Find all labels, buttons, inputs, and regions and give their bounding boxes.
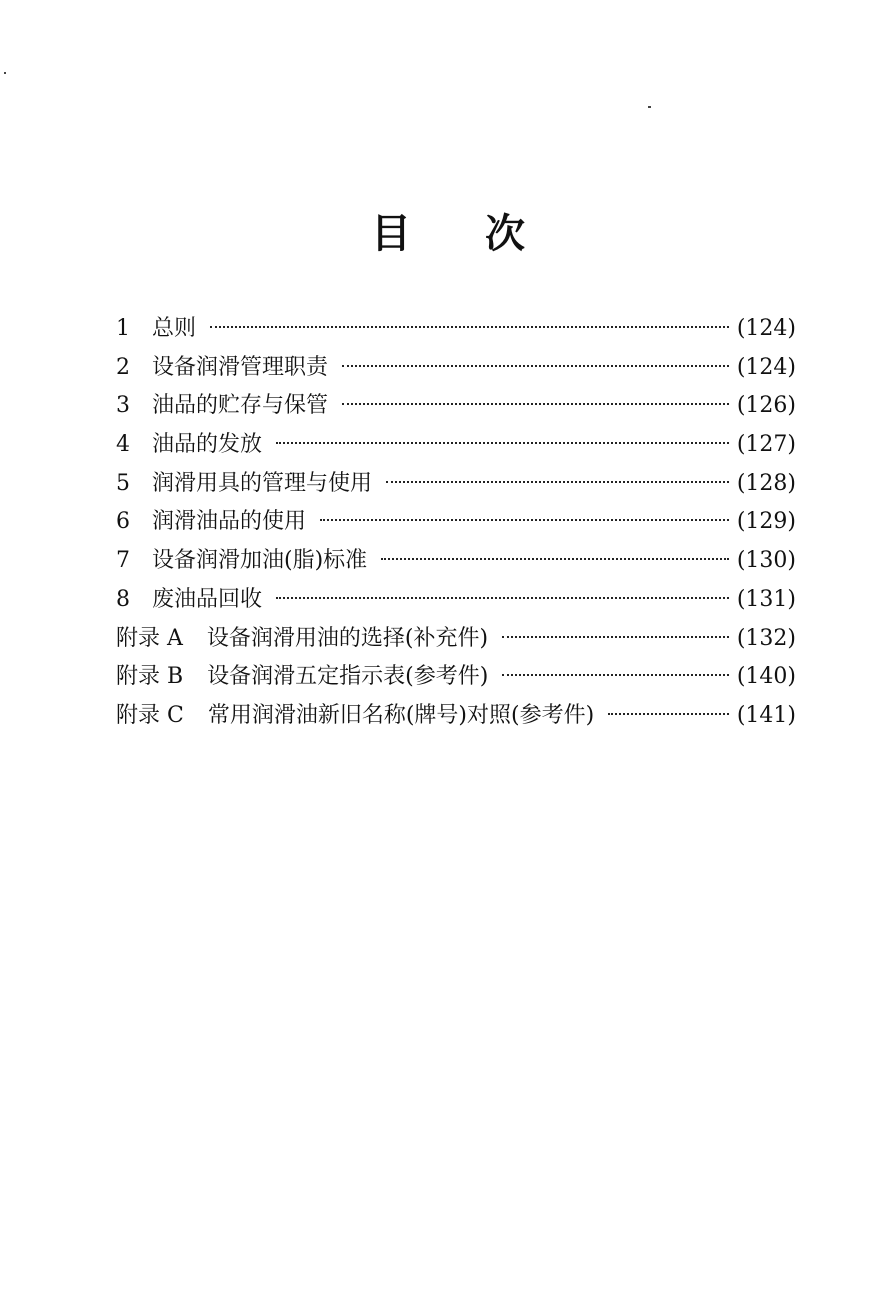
toc-entry-number: 6 (116, 509, 130, 535)
toc-entry-page: (130) (736, 548, 796, 574)
dot-leader (210, 326, 729, 328)
toc-entry-page: (124) (736, 354, 796, 380)
toc-entry-label: 润滑油品的使用 (152, 509, 307, 535)
toc-entry-2[interactable] (116, 349, 796, 388)
dot-leader (502, 674, 728, 676)
toc-entry-3[interactable] (116, 387, 796, 426)
toc-entry-number: 2 (116, 354, 130, 380)
dot-leader (276, 597, 729, 599)
toc-entry-page: (126) (736, 393, 796, 419)
toc-entry-number: 4 (116, 432, 130, 458)
toc-entry-appendix-c[interactable] (116, 697, 796, 736)
scan-speck (4, 72, 6, 74)
toc-entry-page: (141) (736, 702, 796, 728)
toc-entry-label: 常用润滑油新旧名称(牌号)对照(参考件) (207, 702, 595, 728)
dot-leader (381, 558, 729, 560)
dot-leader (386, 481, 729, 483)
toc-entry-page: (127) (736, 432, 796, 458)
toc-entry-page: (132) (736, 625, 796, 651)
toc-entry-7[interactable] (116, 542, 796, 581)
title-char-1: 目 (371, 210, 412, 257)
toc-entry-page: (129) (736, 509, 796, 535)
toc-entry-5[interactable] (116, 465, 796, 504)
toc-entry-page: (140) (736, 664, 796, 690)
toc-entry-page: (131) (736, 586, 796, 612)
toc-entry-number: 8 (116, 586, 130, 612)
toc-entry-label: 总则 (152, 316, 197, 341)
toc-entry-appendix-b[interactable] (116, 658, 796, 697)
table-of-contents (116, 310, 796, 736)
toc-entry-page: (128) (736, 470, 796, 496)
title-char-2: 次 (484, 210, 525, 257)
dot-leader (276, 442, 729, 444)
toc-entry-6[interactable] (116, 503, 796, 542)
toc-entry-label: 设备润滑用油的选择(补充件) (206, 625, 489, 651)
toc-entry-page: (124) (736, 316, 796, 341)
toc-entry-label: 油品的贮存与保管 (152, 393, 329, 419)
toc-entry-number: 附录 B (116, 664, 184, 690)
page-title (0, 202, 896, 259)
toc-entry-label: 废油品回收 (152, 586, 263, 612)
toc-entry-number: 附录 C (116, 702, 184, 728)
toc-entry-label: 润滑用具的管理与使用 (152, 470, 373, 496)
toc-entry-appendix-a[interactable] (116, 620, 796, 659)
dot-leader (342, 365, 729, 367)
dot-leader (502, 636, 729, 638)
scan-speck (648, 106, 651, 108)
toc-entry-number: 3 (116, 393, 130, 419)
dot-leader (320, 519, 729, 521)
toc-entry-4[interactable] (116, 426, 796, 465)
toc-entry-1[interactable] (116, 310, 796, 349)
dot-leader (608, 713, 729, 715)
toc-entry-label: 设备润滑加油(脂)标准 (152, 548, 368, 574)
toc-entry-number: 附录 A (116, 625, 183, 651)
toc-entry-label: 油品的发放 (152, 432, 263, 458)
dot-leader (342, 403, 729, 405)
toc-entry-number: 1 (116, 316, 130, 341)
toc-entry-8[interactable] (116, 581, 796, 620)
toc-entry-label: 设备润滑五定指示表(参考件) (207, 664, 489, 690)
toc-entry-number: 5 (116, 470, 130, 496)
toc-entry-label: 设备润滑管理职责 (152, 354, 329, 380)
toc-entry-number: 7 (116, 548, 130, 574)
